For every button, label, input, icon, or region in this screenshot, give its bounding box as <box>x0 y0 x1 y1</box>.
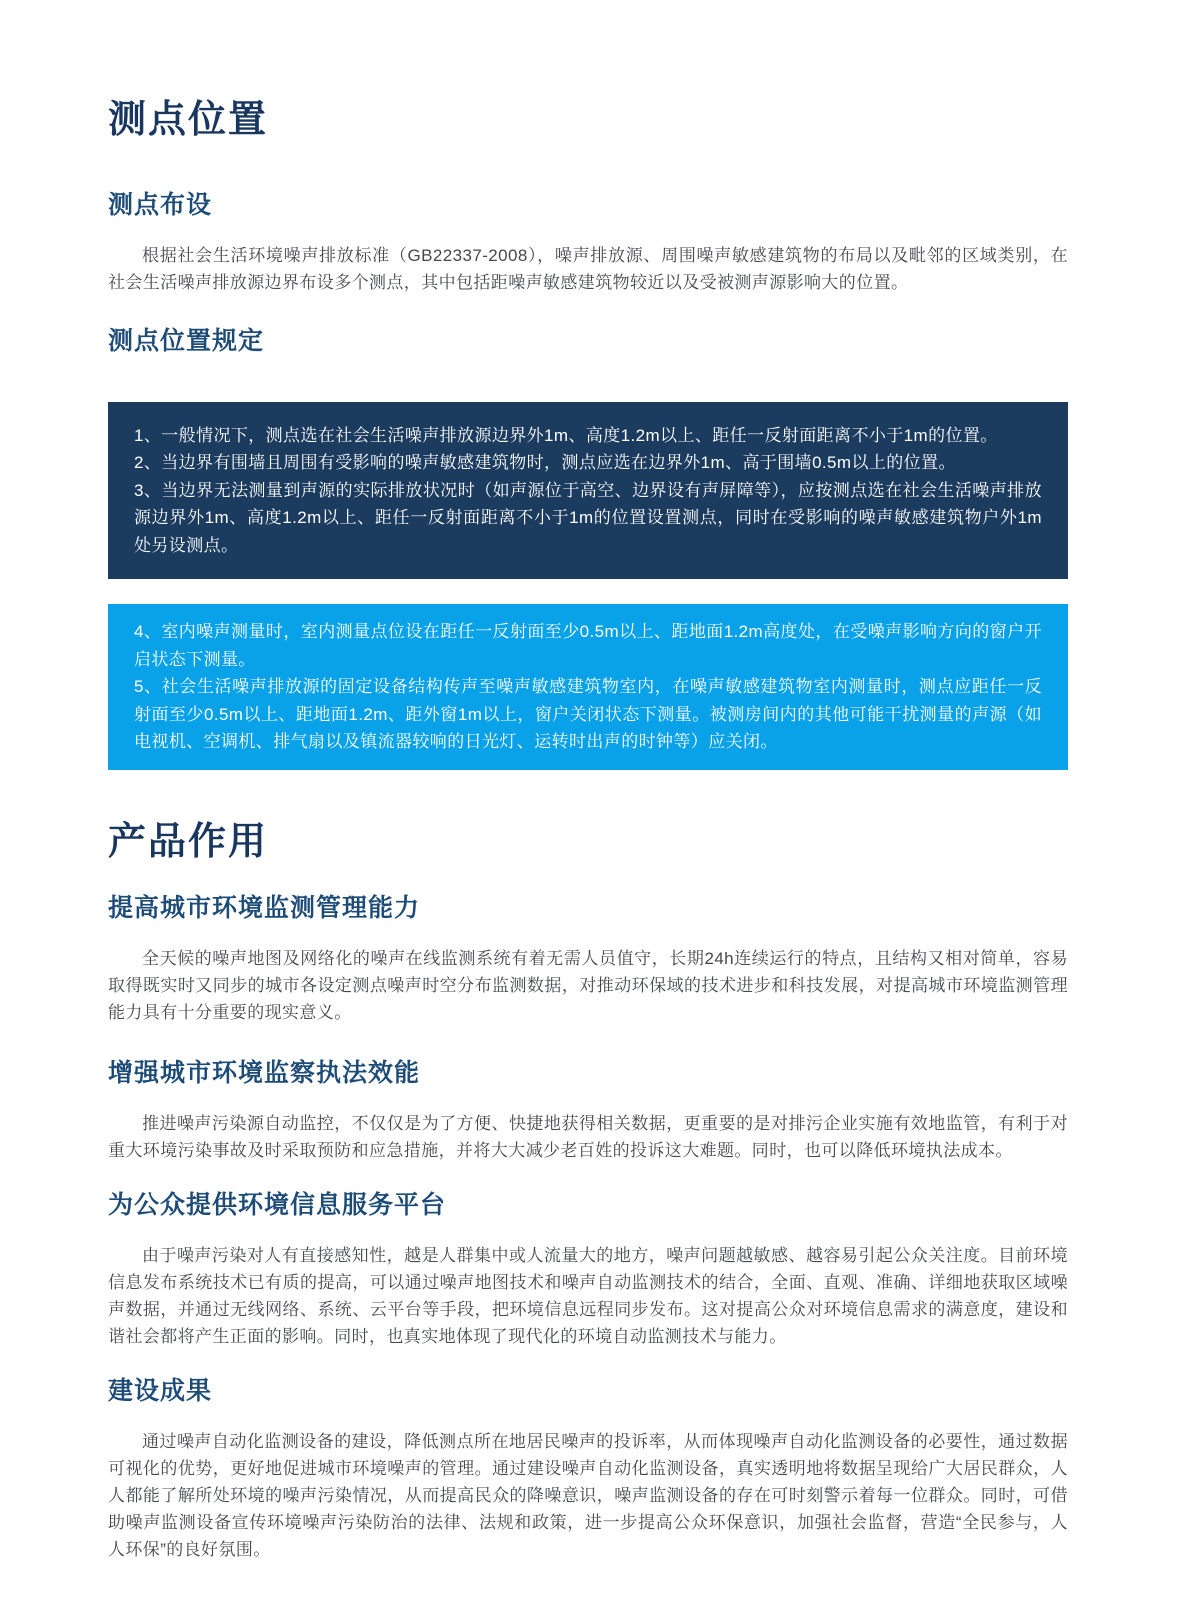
rules-box-indoor <box>108 604 1068 770</box>
subheading-enhance-enforcement-efficiency: 增强城市环境监察执法效能 <box>108 1059 421 1088</box>
paragraph-enhance-enforcement-efficiency: 推进噪声污染源自动监控，不仅仅是为了方便、快捷地获得相关数据，更重要的是对排污企业实施有效地监管，有利于对重大环境污染事故及时采取预防和应急措施，并将大大减少老百姓的投诉这大难题。同时，也可以降低环境执法成本。 <box>108 1114 1068 1161</box>
rule-item-4: 4、室内噪声测量时，室内测量点位设在距任一反射面至少0.5m以上、距地面1.2m高度处，在受噪声影响方向的窗户开启状态下测量。 <box>134 622 1042 669</box>
subheading-public-info-service-platform: 为公众提供环境信息服务平台 <box>108 1191 447 1220</box>
rule-item-5: 5、社会生活噪声排放源的固定设备结构传声至噪声敏感建筑物室内，在噪声敏感建筑物室内测量时，测点应距任一反射面至少0.5m以上、距地面1.2m、距外窗1m以上，窗户关闭状态下测量。被测房间内的其他可能干扰测量的声源（如电视机、空调机、排气扇以及镇流器较响的日光灯、运转时出声的时钟等）应关闭。 <box>134 677 1042 752</box>
paragraph-public-info-service-platform: 由于噪声污染对人有直接感知性，越是人群集中或人流量大的地方，噪声问题越敏感、越容易引起公众关注度。目前环境信息发布系统技术已有质的提高，可以通过噪声地图技术和噪声自动监测技术的结合，全面、直观、准确、详细地获取区域噪声数据，并通过无线网络、系统、云平台等手段，把环境信息远程同步发布。这对提高公众对环境信息需求的满意度，建设和谐社会都将产生正面的影响。同时，也真实地体现了现代化的环境自动监测技术与能力。 <box>108 1246 1068 1347</box>
paragraph-point-layout: 根据社会生活环境噪声排放标准（GB22337-2008），噪声排放源、周围噪声敏感建筑物的布局以及毗邻的区域类别，在社会生活噪声排放源边界布设多个测点，其中包括距噪声敏感建筑物较近以及受被测声源影响大的位置。 <box>108 245 1068 292</box>
rule-item-1: 1、一般情况下，测点选在社会生活噪声排放源边界外1m、高度1.2m以上、距任一反射面距离不小于1m的位置。 <box>134 425 998 445</box>
subheading-point-position-rules: 测点位置规定 <box>108 326 265 355</box>
rule-item-3: 3、当边界无法测量到声源的实际排放状况时（如声源位于高空、边界设有声屏障等），应按测点选在社会生活噪声排放源边界外1m、高度1.2m以上、距任一反射面距离不小于1m的位置设置测点，同时在受影响的噪声敏感建筑物户外1m处另设测点。 <box>134 480 1042 555</box>
rules-box-boundary <box>108 402 1068 580</box>
heading-measurement-point-location: 测点位置 <box>108 99 269 141</box>
subheading-improve-monitoring-capability: 提高城市环境监测管理能力 <box>108 894 421 923</box>
subheading-point-layout: 测点布设 <box>108 190 213 219</box>
rule-item-2: 2、当边界有围墙且周围有受影响的噪声敏感建筑物时，测点应选在边界外1m、高于围墙0.5m以上的位置。 <box>134 453 956 473</box>
paragraph-construction-results: 通过噪声自动化监测设备的建设，降低测点所在地居民噪声的投诉率，从而体现噪声自动化监测设备的必要性，通过数据可视化的优势，更好地促进城市环境噪声的管理。通过建设噪声自动化监测设备，真实透明地将数据呈现给广大居民群众，人人都能了解所处环境的噪声污染情况，从而提高民众的降噪意识，噪声监测设备的存在可时刻警示着每一位群众。同时，可借助噪声监测设备宣传环境噪声污染防治的法律、法规和政策，进一步提高公众环保意识，加强社会监督，营造“全民参与，人人环保”的良好氛围。 <box>108 1432 1068 1560</box>
heading-product-functions: 产品作用 <box>108 820 269 863</box>
paragraph-improve-monitoring-capability: 全天候的噪声地图及网络化的噪声在线监测系统有着无需人员值守，长期24h连续运行的特点，且结构又相对简单，容易取得既实时又同步的城市各设定测点噪声时空分布监测数据，对推动环保域的技术进步和科技发展，对提高城市环境监测管理能力具有十分重要的现实意义。 <box>108 949 1068 1023</box>
subheading-construction-results: 建设成果 <box>108 1377 213 1406</box>
